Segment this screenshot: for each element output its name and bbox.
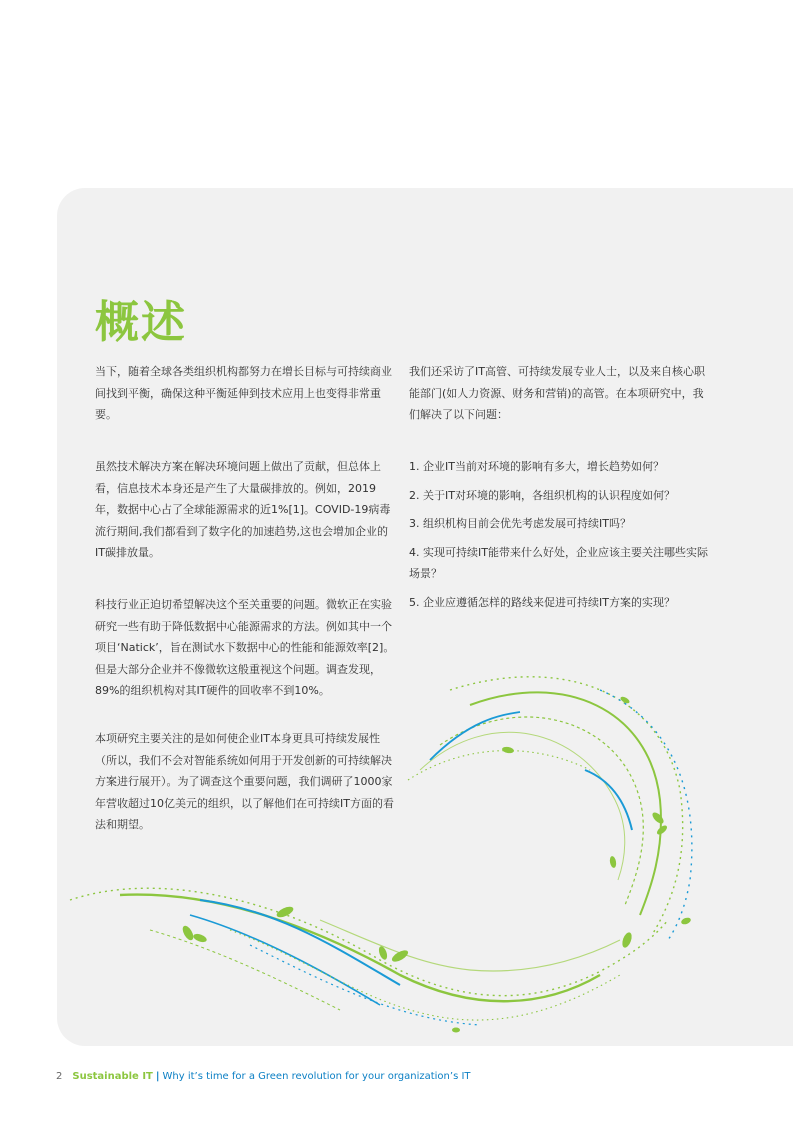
research-questions-list (409, 456, 709, 620)
list-item: 5. 企业应遵循怎样的路线来促进可持续IT方案的实现？ (409, 595, 675, 609)
paragraph-industry: 科技行业正迫切希望解决这个至关重要的问题。微软正在实验研究一些有助于降低数据中心能源需求的方法。例如其中一个项目‘Natick’，旨在测试水下数据中心的性能和能源效率[2]。但是大部分企业并不像微软这般重视这个问题。调查发现，89%的组织机构对其IT硬件的回收率不到10%。 (95, 598, 395, 697)
list-item: 2. 关于IT对环境的影响，各组织机构的认识程度如何？ (409, 488, 675, 502)
paragraph-research-focus: 本项研究主要关注的是如何使企业IT本身更具可持续发展性（所以，我们不会对智能系统如何用于开发创新的可持续解决方案进行展开）。为了调查这个重要问题，我们调研了1000家年营收超过10亿美元的组织，以了解他们在可持续IT方面的看法和期望。 (95, 732, 394, 831)
list-item: 4. 实现可持续IT能带来什么好处，企业应该主要关注哪些实际场景？ (409, 545, 708, 580)
footer-separator: | (155, 1071, 160, 1082)
footer-subtitle: Why it’s time for a Green revolution for your organization’s IT (162, 1071, 471, 1082)
list-item: 3. 组织机构目前会优先考虑发展可持续IT吗？ (409, 517, 631, 530)
list-item: 1. 企业IT当前对环境的影响有多大，增长趋势如何？ (409, 460, 664, 473)
footer-brand: Sustainable IT (72, 1071, 153, 1082)
paragraph-interviews: 我们还采访了IT高管、可持续发展专业人士，以及来自核心职能部门(如人力资源、财务和营销)的高管。在本项研究中，我们解决了以下问题： (409, 365, 705, 421)
paragraph-emissions: 虽然技术解决方案在解决环境问题上做出了贡献，但总体上看，信息技术本身还是产生了大量碳排放的。例如，2019年，数据中心占了全球能源需求的近1%[1]。COVID-19病毒流行期间,我们都看到了数字化的加速趋势,这也会增加企业的IT碳排放量。 (95, 460, 391, 559)
paragraph-intro: 当下，随着全球各类组织机构都努力在增长目标与可持续商业间找到平衡，确保这种平衡延伸到技术应用上也变得非常重要。 (95, 365, 392, 421)
page-number: 2 (56, 1071, 63, 1082)
section-title: 概述 (95, 297, 187, 348)
page-footer (56, 1071, 471, 1082)
